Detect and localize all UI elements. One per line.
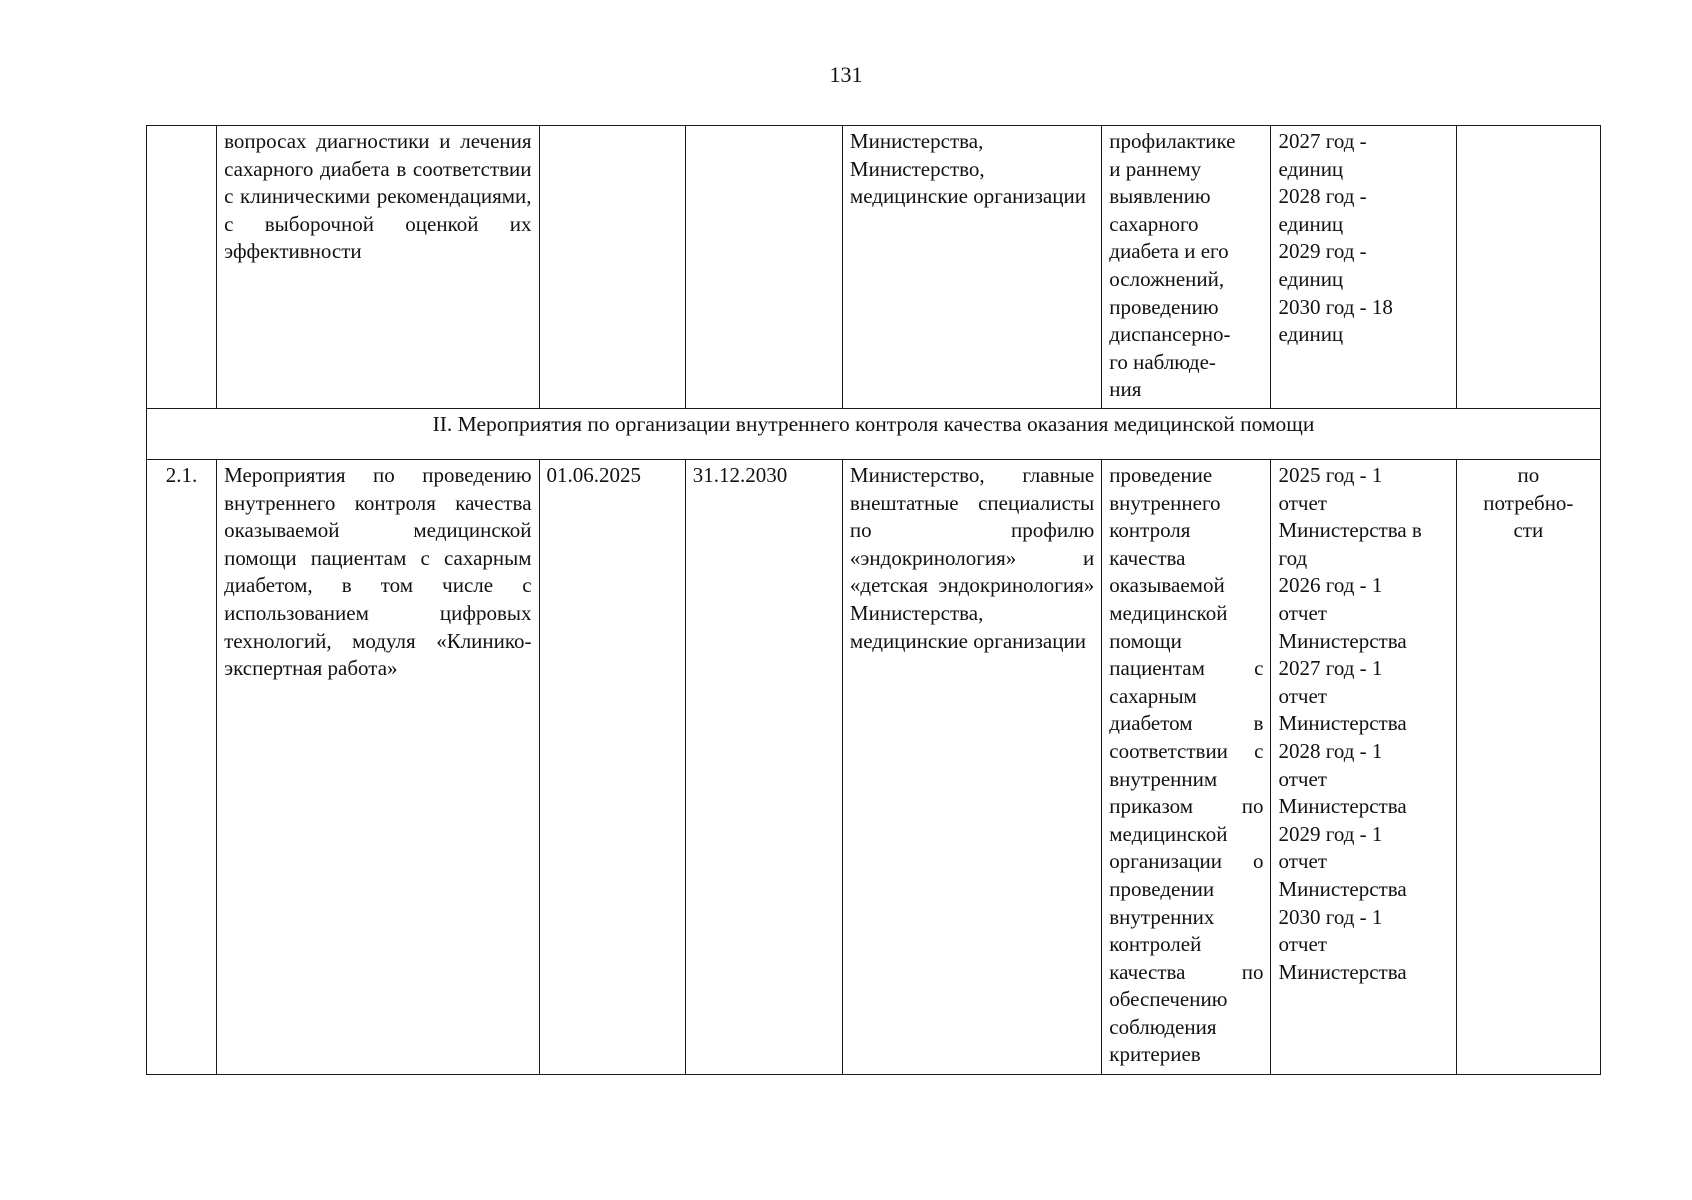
periodicity-line: сти — [1513, 518, 1544, 543]
cell-measure-name: вопросах диагностики и лечения сахарного диабета в соответствии с клиническими рекомендациями, с выборочной оценкой их эффективности — [217, 126, 539, 409]
cell-measure-name: Мероприятия по проведению внутреннего контроля качества оказываемой медицинской помощи пациентам с сахарным диабетом, в том числе с использованием цифровых технологий, модуля «Клинико-экспертная работа» — [217, 460, 539, 1075]
cell-result: проведение внутреннего контроля качества оказываемой медицинской помощи пациентам с сахарным диабетом в соответствии с внутренним приказом по медицинской организации о проведении внутренних контролей качества по обеспечению соблюдения критериев — [1102, 460, 1271, 1075]
result-line: выявлению — [1109, 184, 1211, 209]
indicator-line: Министерства — [1278, 628, 1407, 653]
result-line: го наблюде- — [1109, 349, 1216, 374]
indicator-line: отчет — [1278, 490, 1327, 515]
cell-periodicity — [1456, 126, 1600, 409]
cell-start-date — [539, 126, 685, 409]
indicator-line: 2029 год - — [1278, 239, 1367, 264]
page-number: 131 — [829, 62, 863, 87]
cell-responsible: Министерства, Министерство, медицинские организации — [842, 126, 1101, 409]
cell-number: 2.1. — [147, 460, 217, 1075]
indicator-line: 2028 год - — [1278, 184, 1367, 209]
cell-end-date — [685, 126, 842, 409]
section-title: II. Мероприятия по организации внутреннего контроля качества оказания медицинской помощи — [147, 409, 1601, 460]
cell-periodicity — [1456, 460, 1600, 1075]
indicator-line: 2030 год - 18 — [1278, 294, 1393, 319]
result-line: профилактике — [1109, 129, 1236, 153]
indicator-line: Министерства — [1278, 959, 1407, 984]
table-row-2-1 — [147, 460, 1601, 1075]
cell-responsible: Министерство, главные внештатные специалисты по профилю «эндокринология» и «детская эндокринология» Министерства, медицинские организации — [842, 460, 1101, 1075]
indicator-line: единиц — [1278, 211, 1344, 236]
cell-indicator — [1271, 126, 1456, 409]
cell-end-date: 31.12.2030 — [685, 460, 842, 1075]
table-row-continued — [147, 126, 1601, 409]
result-line: сахарного — [1109, 211, 1199, 236]
indicator-line: 2029 год - 1 — [1278, 821, 1383, 846]
indicator-line: единиц — [1278, 322, 1344, 347]
indicator-line: Министерства — [1278, 711, 1407, 736]
indicator-line: единиц — [1278, 266, 1344, 291]
section-heading-row — [147, 409, 1601, 460]
indicator-line: отчет — [1278, 683, 1327, 708]
cell-number — [147, 126, 217, 409]
cell-start-date: 01.06.2025 — [539, 460, 685, 1075]
indicator-line: 2025 год - 1 — [1278, 463, 1383, 487]
result-line: диабета и его — [1109, 239, 1229, 264]
indicator-line: 2026 год - 1 — [1278, 573, 1383, 598]
indicator-line: единиц — [1278, 156, 1344, 181]
periodicity-line: по — [1517, 463, 1540, 487]
indicator-line: отчет — [1278, 932, 1327, 957]
cell-result — [1102, 126, 1271, 409]
indicator-line: 2027 год - — [1278, 129, 1367, 153]
cell-indicator — [1271, 460, 1456, 1075]
indicator-line: 2030 год - 1 — [1278, 904, 1383, 929]
indicator-line: год — [1278, 545, 1308, 570]
indicator-line: 2027 год - 1 — [1278, 656, 1383, 681]
indicator-line: Министерства — [1278, 876, 1407, 901]
indicator-line: отчет — [1278, 849, 1327, 874]
indicator-line: 2028 год - 1 — [1278, 738, 1383, 763]
periodicity-line: потребно- — [1483, 490, 1574, 515]
result-line: ния — [1109, 377, 1142, 402]
result-line: осложнений, — [1109, 266, 1225, 291]
result-line: и раннему — [1109, 156, 1202, 181]
indicator-line: отчет — [1278, 766, 1327, 791]
result-line: диспансерно- — [1109, 322, 1231, 347]
indicator-line: отчет — [1278, 600, 1327, 625]
result-line: проведению — [1109, 294, 1219, 319]
indicator-line: Министерства — [1278, 794, 1407, 819]
measures-table — [146, 125, 1601, 1075]
indicator-line: Министерства в — [1278, 518, 1422, 543]
